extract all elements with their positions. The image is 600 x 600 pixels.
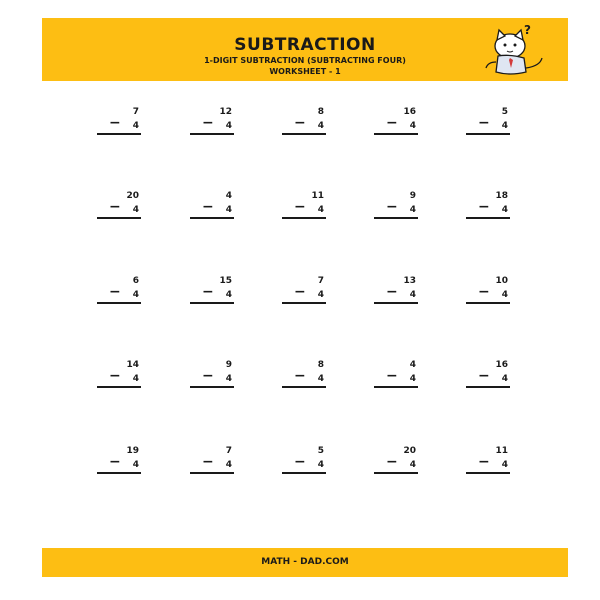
minus-sign: −	[294, 368, 306, 384]
subtraction-problem	[97, 446, 141, 474]
cat-mascot-question-icon	[480, 22, 552, 78]
answer-line	[282, 217, 326, 219]
answer-line	[190, 217, 234, 219]
minus-sign: −	[202, 115, 214, 131]
answer-line	[374, 302, 418, 304]
subtrahend: 4	[225, 374, 232, 384]
worksheet-subtitle: 1-DIGIT SUBTRACTION (SUBTRACTING FOUR)	[204, 56, 406, 65]
subtrahend: 4	[501, 290, 508, 300]
minuend: 11	[495, 446, 508, 456]
minus-sign: −	[386, 368, 398, 384]
answer-line	[282, 472, 326, 474]
subtrahend: 4	[317, 205, 324, 215]
minuend: 8	[317, 360, 324, 370]
subtraction-problem	[97, 107, 141, 135]
subtraction-problem	[466, 107, 510, 135]
minus-sign: −	[294, 115, 306, 131]
subtrahend: 4	[225, 290, 232, 300]
minus-sign: −	[109, 284, 121, 300]
footer-site-name: MATH - DAD.COM	[261, 557, 349, 567]
subtraction-problem	[190, 446, 234, 474]
answer-line	[466, 472, 510, 474]
answer-line	[190, 302, 234, 304]
minuend: 7	[317, 276, 324, 286]
subtraction-problem	[97, 191, 141, 219]
minus-sign: −	[202, 454, 214, 470]
subtraction-problem	[282, 446, 326, 474]
subtrahend: 4	[132, 460, 139, 470]
minuend: 10	[495, 276, 508, 286]
subtrahend: 4	[501, 121, 508, 131]
answer-line	[97, 302, 141, 304]
subtraction-problem	[374, 360, 418, 388]
minus-sign: −	[202, 199, 214, 215]
minus-sign: −	[386, 199, 398, 215]
minus-sign: −	[478, 368, 490, 384]
worksheet-title: SUBTRACTION	[234, 35, 376, 55]
answer-line	[282, 133, 326, 135]
minuend: 7	[132, 107, 139, 117]
answer-line	[190, 133, 234, 135]
subtrahend: 4	[317, 121, 324, 131]
minus-sign: −	[109, 368, 121, 384]
answer-line	[282, 386, 326, 388]
minuend: 5	[501, 107, 508, 117]
subtraction-problem	[466, 191, 510, 219]
minuend: 15	[219, 276, 232, 286]
subtraction-problem	[282, 360, 326, 388]
minus-sign: −	[386, 454, 398, 470]
answer-line	[466, 133, 510, 135]
subtrahend: 4	[132, 205, 139, 215]
minuend: 9	[225, 360, 232, 370]
minuend: 11	[311, 191, 324, 201]
worksheet-number: WORKSHEET - 1	[269, 67, 341, 76]
answer-line	[190, 386, 234, 388]
minuend: 5	[317, 446, 324, 456]
minuend: 16	[403, 107, 416, 117]
minuend: 12	[219, 107, 232, 117]
subtrahend: 4	[501, 460, 508, 470]
subtraction-problem	[374, 446, 418, 474]
subtraction-problem	[190, 360, 234, 388]
subtrahend: 4	[501, 374, 508, 384]
subtrahend: 4	[225, 121, 232, 131]
minus-sign: −	[386, 115, 398, 131]
subtraction-problem	[374, 276, 418, 304]
subtraction-problem	[374, 191, 418, 219]
minuend: 6	[132, 276, 139, 286]
subtrahend: 4	[409, 374, 416, 384]
subtrahend: 4	[317, 460, 324, 470]
subtraction-problem	[466, 446, 510, 474]
worksheet-footer	[42, 548, 568, 577]
subtrahend: 4	[317, 374, 324, 384]
minus-sign: −	[202, 284, 214, 300]
subtrahend: 4	[409, 290, 416, 300]
subtraction-problem	[282, 107, 326, 135]
minuend: 4	[225, 191, 232, 201]
minus-sign: −	[294, 199, 306, 215]
subtraction-problem	[190, 276, 234, 304]
svg-text:?: ?	[524, 23, 531, 37]
answer-line	[97, 133, 141, 135]
subtrahend: 4	[409, 121, 416, 131]
subtraction-problem	[97, 276, 141, 304]
minus-sign: −	[109, 199, 121, 215]
minuend: 7	[225, 446, 232, 456]
subtraction-problem	[282, 191, 326, 219]
subtrahend: 4	[409, 460, 416, 470]
minus-sign: −	[294, 284, 306, 300]
minuend: 14	[126, 360, 139, 370]
minus-sign: −	[478, 115, 490, 131]
minuend: 20	[126, 191, 139, 201]
minuend: 19	[126, 446, 139, 456]
subtraction-problem	[466, 276, 510, 304]
subtraction-problem	[190, 107, 234, 135]
minus-sign: −	[109, 454, 121, 470]
answer-line	[466, 386, 510, 388]
answer-line	[190, 472, 234, 474]
answer-line	[466, 302, 510, 304]
minus-sign: −	[294, 454, 306, 470]
subtrahend: 4	[132, 290, 139, 300]
answer-line	[97, 472, 141, 474]
subtrahend: 4	[225, 205, 232, 215]
subtraction-problem	[190, 191, 234, 219]
subtrahend: 4	[132, 374, 139, 384]
answer-line	[374, 386, 418, 388]
subtraction-problem	[282, 276, 326, 304]
answer-line	[374, 472, 418, 474]
subtrahend: 4	[501, 205, 508, 215]
minus-sign: −	[478, 454, 490, 470]
subtrahend: 4	[225, 460, 232, 470]
subtrahend: 4	[132, 121, 139, 131]
minus-sign: −	[478, 284, 490, 300]
minuend: 20	[403, 446, 416, 456]
minuend: 8	[317, 107, 324, 117]
minuend: 16	[495, 360, 508, 370]
minus-sign: −	[386, 284, 398, 300]
minuend: 13	[403, 276, 416, 286]
minus-sign: −	[202, 368, 214, 384]
answer-line	[466, 217, 510, 219]
answer-line	[282, 302, 326, 304]
subtrahend: 4	[409, 205, 416, 215]
answer-line	[97, 386, 141, 388]
minus-sign: −	[478, 199, 490, 215]
subtraction-problem	[466, 360, 510, 388]
subtraction-problem	[97, 360, 141, 388]
minus-sign: −	[109, 115, 121, 131]
minuend: 9	[409, 191, 416, 201]
subtrahend: 4	[317, 290, 324, 300]
subtraction-problem	[374, 107, 418, 135]
minuend: 18	[495, 191, 508, 201]
minuend: 4	[409, 360, 416, 370]
answer-line	[97, 217, 141, 219]
answer-line	[374, 133, 418, 135]
answer-line	[374, 217, 418, 219]
